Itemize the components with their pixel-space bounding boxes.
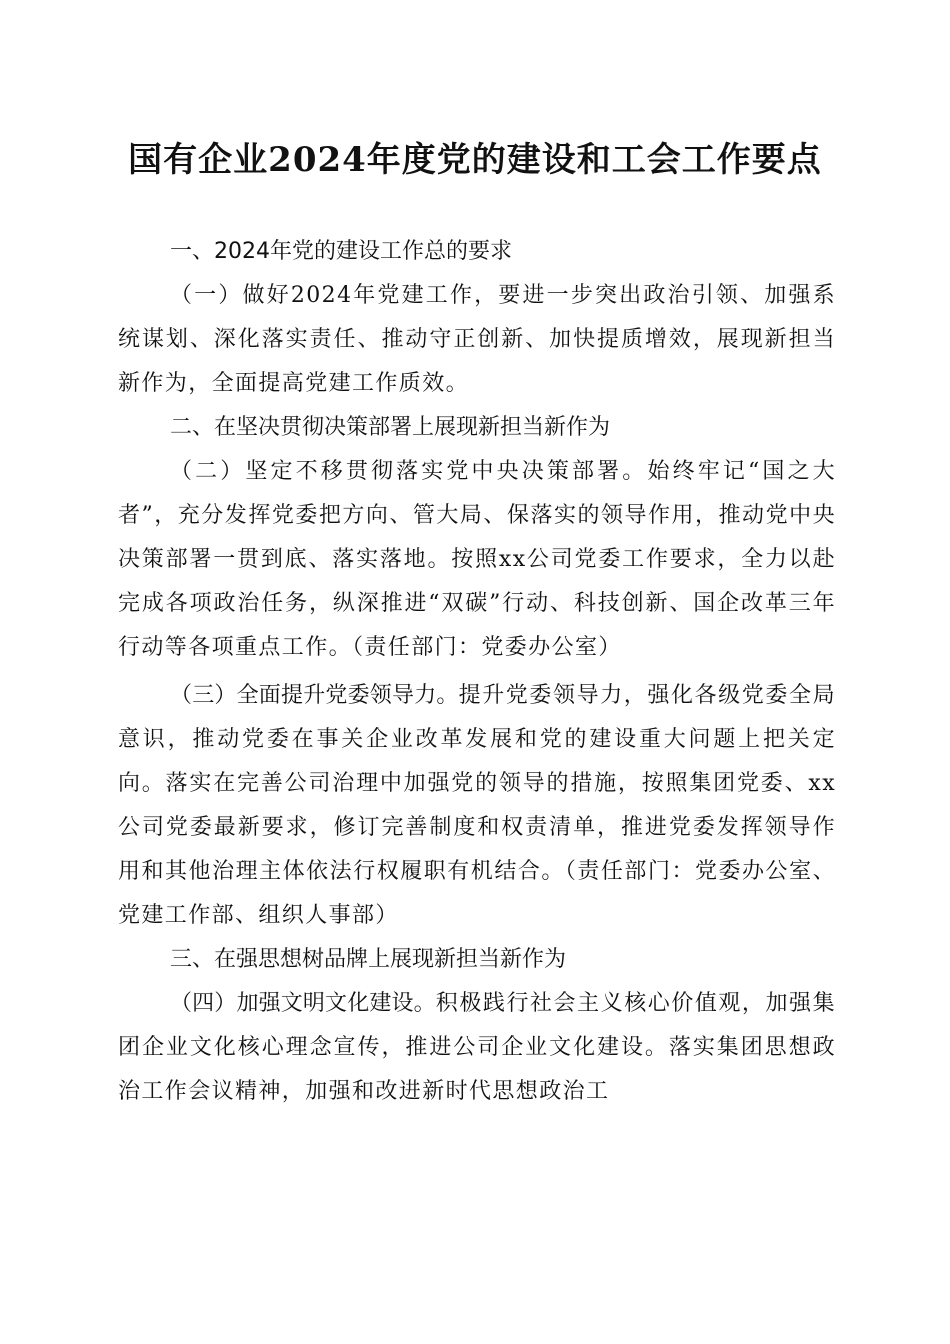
paragraph-1-text: （一）做好2024年党建工作，要进一步突出政治引领、加强系统谋划、深化落实责任、推动守正创新、加快提质增效，展现新担当新作为，全面提高党建工作质效。 <box>118 283 836 396</box>
section-heading-2: 二、在坚决贯彻决策部署上展现新担当新作为 <box>170 415 611 440</box>
paragraph-3-text: 提升党委领导力，强化各级党委全局意识，推动党委在事关企业改革发展和党的建设重大问题上把关定向。落实在完善公司治理中加强党的领导的措施，按照集团党委、xx公司党委最新要求，修订完善制度和权责清单，推进党委发挥领导作用和其他治理主体依法行权履职有机结合。（责任部门：党委办公室、党建工作部、组织人事部） <box>118 683 836 928</box>
section-heading-1: 一、2024年党的建设工作总的要求 <box>170 239 512 264</box>
paragraph-4 <box>118 982 836 1114</box>
document-body <box>118 230 836 1114</box>
paragraph-1 <box>118 274 836 406</box>
paragraph-4-lead: （四）加强文明文化建设。 <box>170 991 436 1016</box>
section-heading-3: 三、在强思想树品牌上展现新担当新作为 <box>170 947 567 972</box>
document-title: 国有企业2024年度党的建设和工会工作要点 <box>128 140 822 180</box>
paragraph-3 <box>118 674 836 938</box>
paragraph-4-text: 积极践行社会主义核心价值观，加强集团企业文化核心理念宣传，推进公司企业文化建设。落实集团思想政治工作会议精神，加强和改进新时代思想政治工 <box>118 991 836 1104</box>
paragraph-2 <box>118 450 836 670</box>
paragraph-3-lead: （三）全面提升党委领导力。 <box>170 683 459 708</box>
paragraph-2-text: （二）坚定不移贯彻落实党中央决策部署。始终牢记“国之大者”，充分发挥党委把方向、管大局、保落实的领导作用，推动党中央决策部署一贯到底、落实落地。按照xx公司党委工作要求，全力以赴完成各项政治任务，纵深推进“双碳”行动、科技创新、国企改革三年行动等各项重点工作。（责任部门：党委办公室） <box>118 459 836 660</box>
